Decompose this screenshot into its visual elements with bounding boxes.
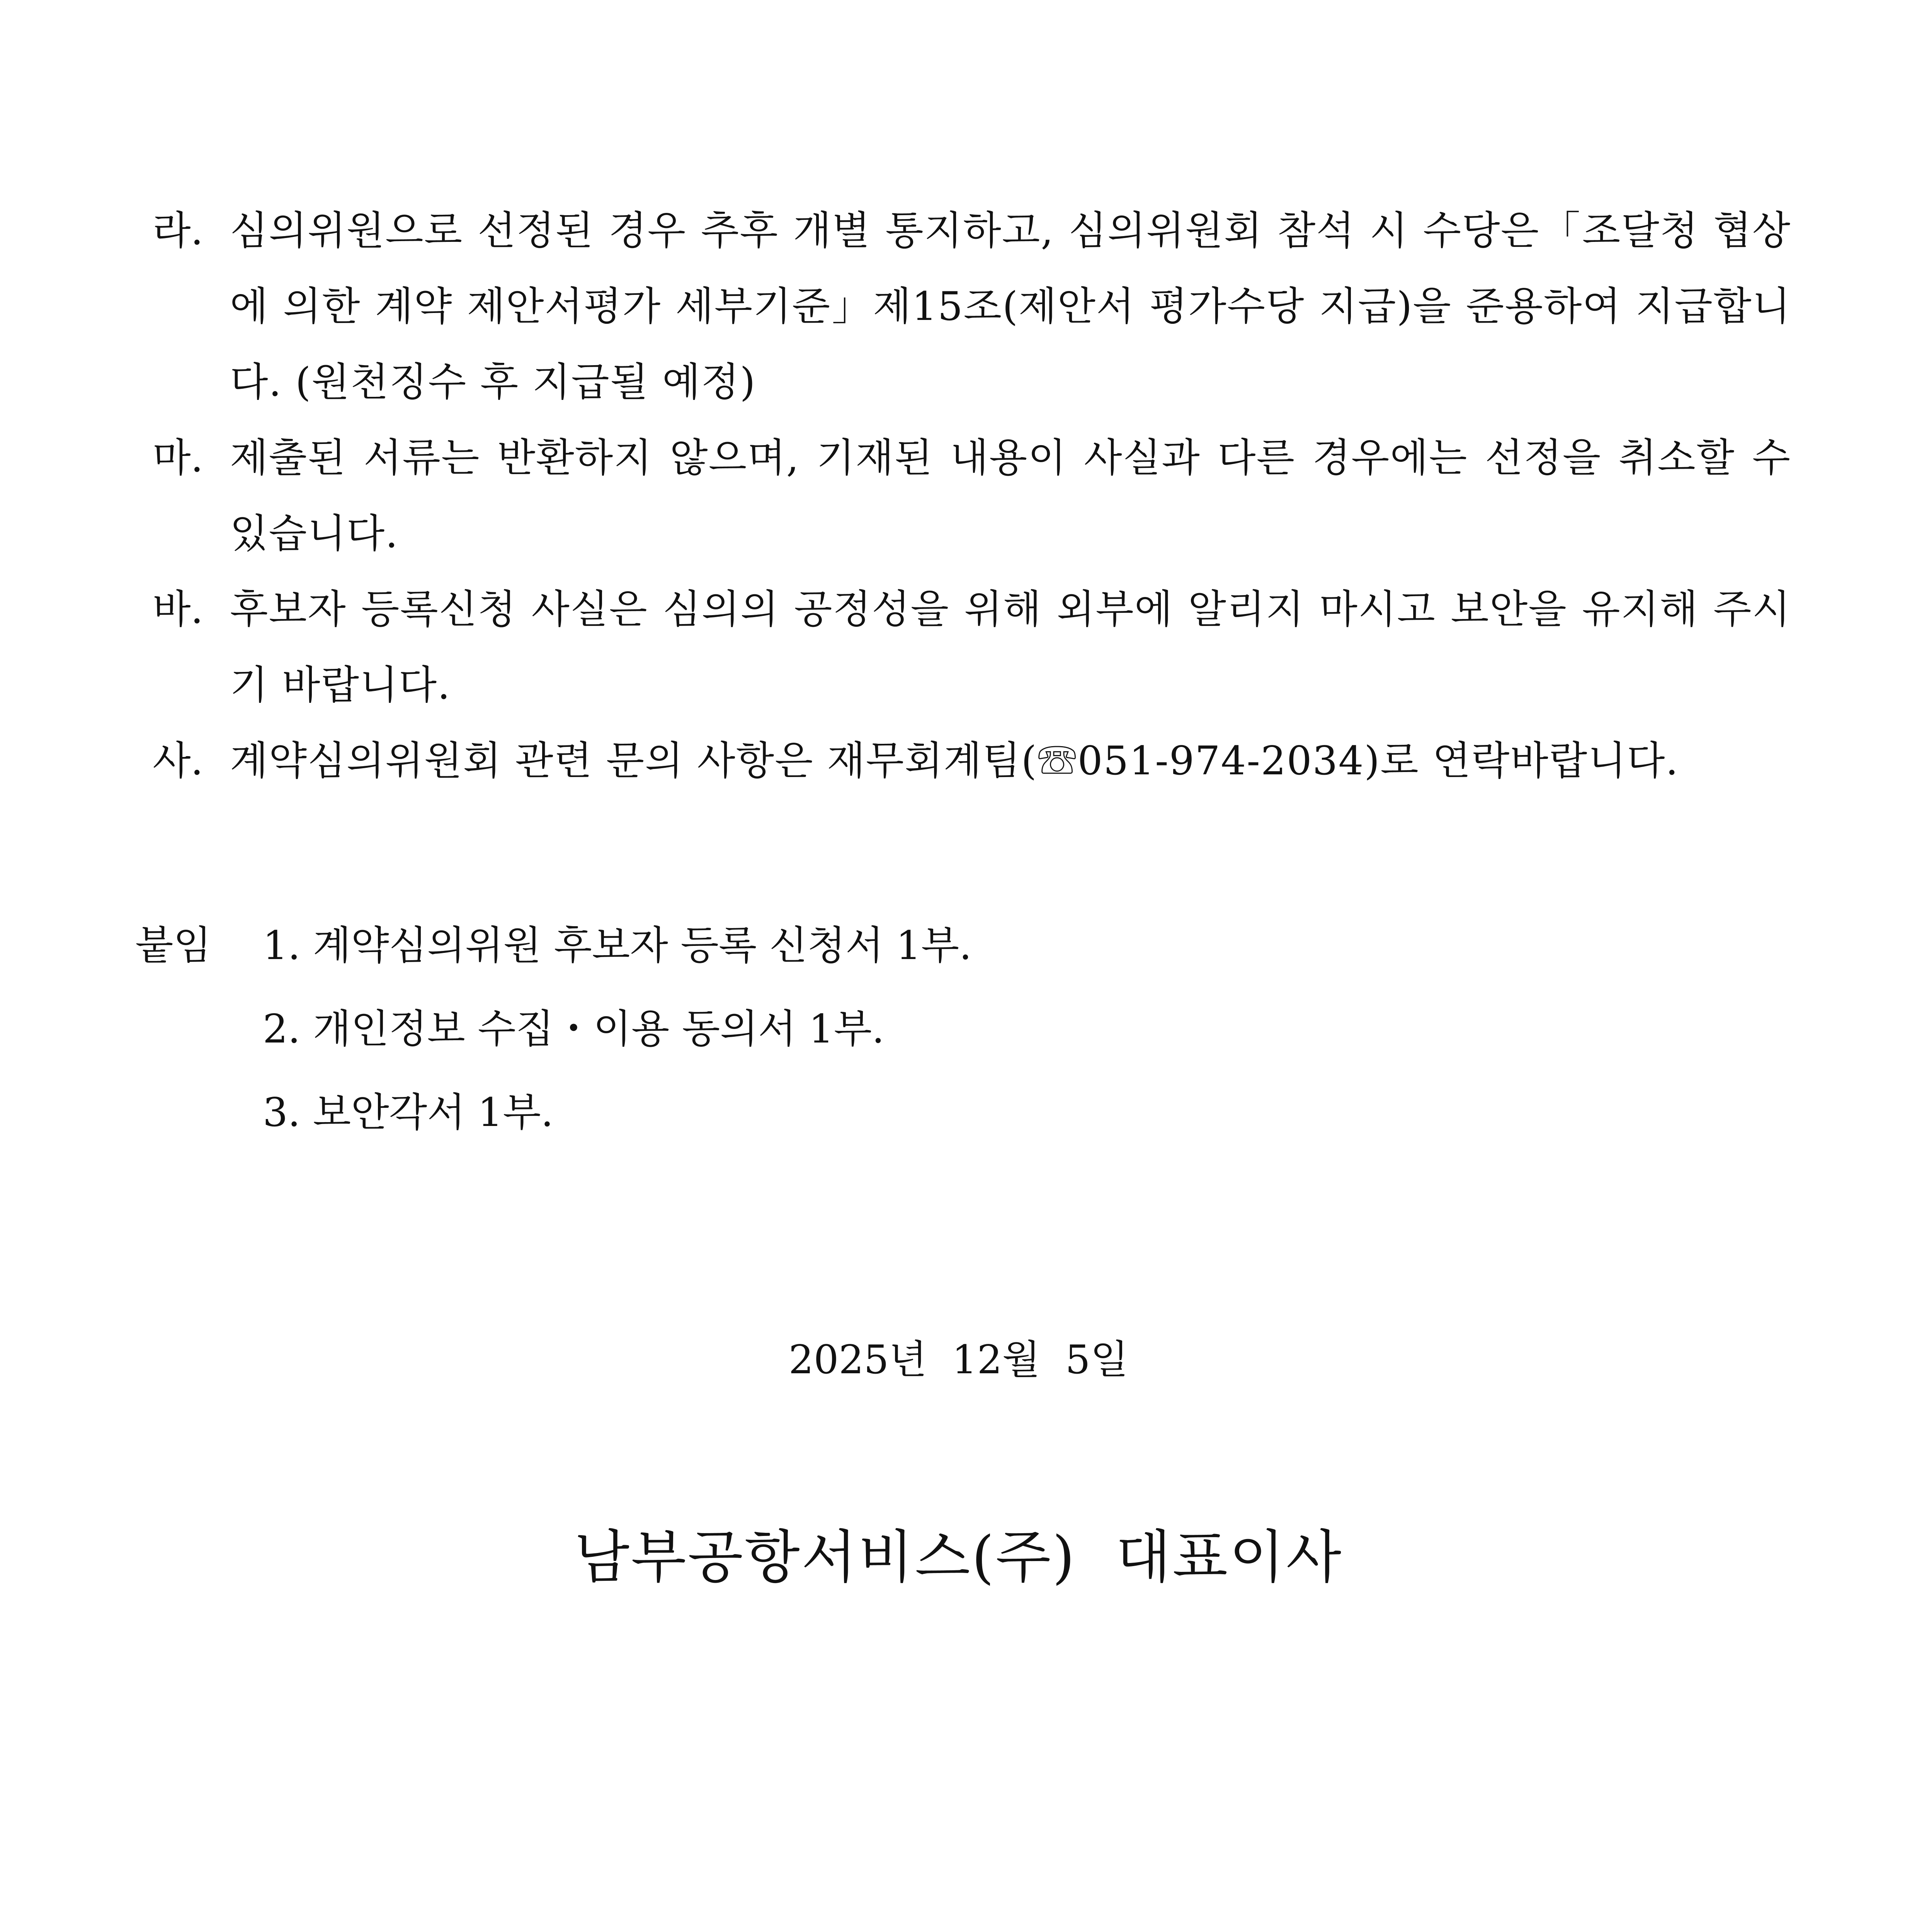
item-marker: 바. (153, 587, 203, 633)
notice-item-ma (153, 420, 1791, 572)
item-text: 후보자 등록신청 사실은 심의의 공정성을 위해 외부에 알리지 마시고 보안을 유지해 주시기 바랍니다. (230, 587, 1791, 708)
item-marker: 라. (153, 208, 203, 254)
attachments-section (135, 904, 1681, 1155)
attachments-list (263, 904, 1681, 1155)
signer-name: 남부공항서비스(주) 대표이사 (574, 1524, 1343, 1590)
item-text: 계약심의위원회 관련 문의 사항은 재무회계팀(☏051-974-2034)로 연락바랍니다. (230, 738, 1679, 784)
item-text: 심의위원으로 선정된 경우 추후 개별 통지하고, 심의위원회 참석 시 수당은「조달청 협상에 의한 계약 제안서평가 세부기준」제15조(제안서 평가수당 지급)을 준용하여 지급합니다. (원천징수 후 지급될 예정) (230, 208, 1791, 405)
attachment-entry: 1. 계약심의위원 후보자 등록 신청서 1부. (263, 923, 972, 969)
notice-item-ra (153, 193, 1791, 420)
attachments-label: 붙임 (135, 923, 212, 969)
item-marker: 사. (153, 738, 203, 784)
document-date: 2025년 12월 5일 (788, 1337, 1129, 1383)
attachment-entry: 3. 보안각서 1부. (263, 1090, 554, 1136)
notice-item-ba (153, 572, 1791, 723)
item-text: 제출된 서류는 반환하지 않으며, 기재된 내용이 사실과 다른 경우에는 선정을 취소할 수 있습니다. (230, 435, 1791, 557)
attachment-entry: 2. 개인정보 수집・이용 동의서 1부. (263, 1006, 885, 1052)
notice-items (153, 193, 1791, 799)
notice-item-sa (153, 723, 1791, 799)
item-marker: 마. (153, 435, 203, 481)
